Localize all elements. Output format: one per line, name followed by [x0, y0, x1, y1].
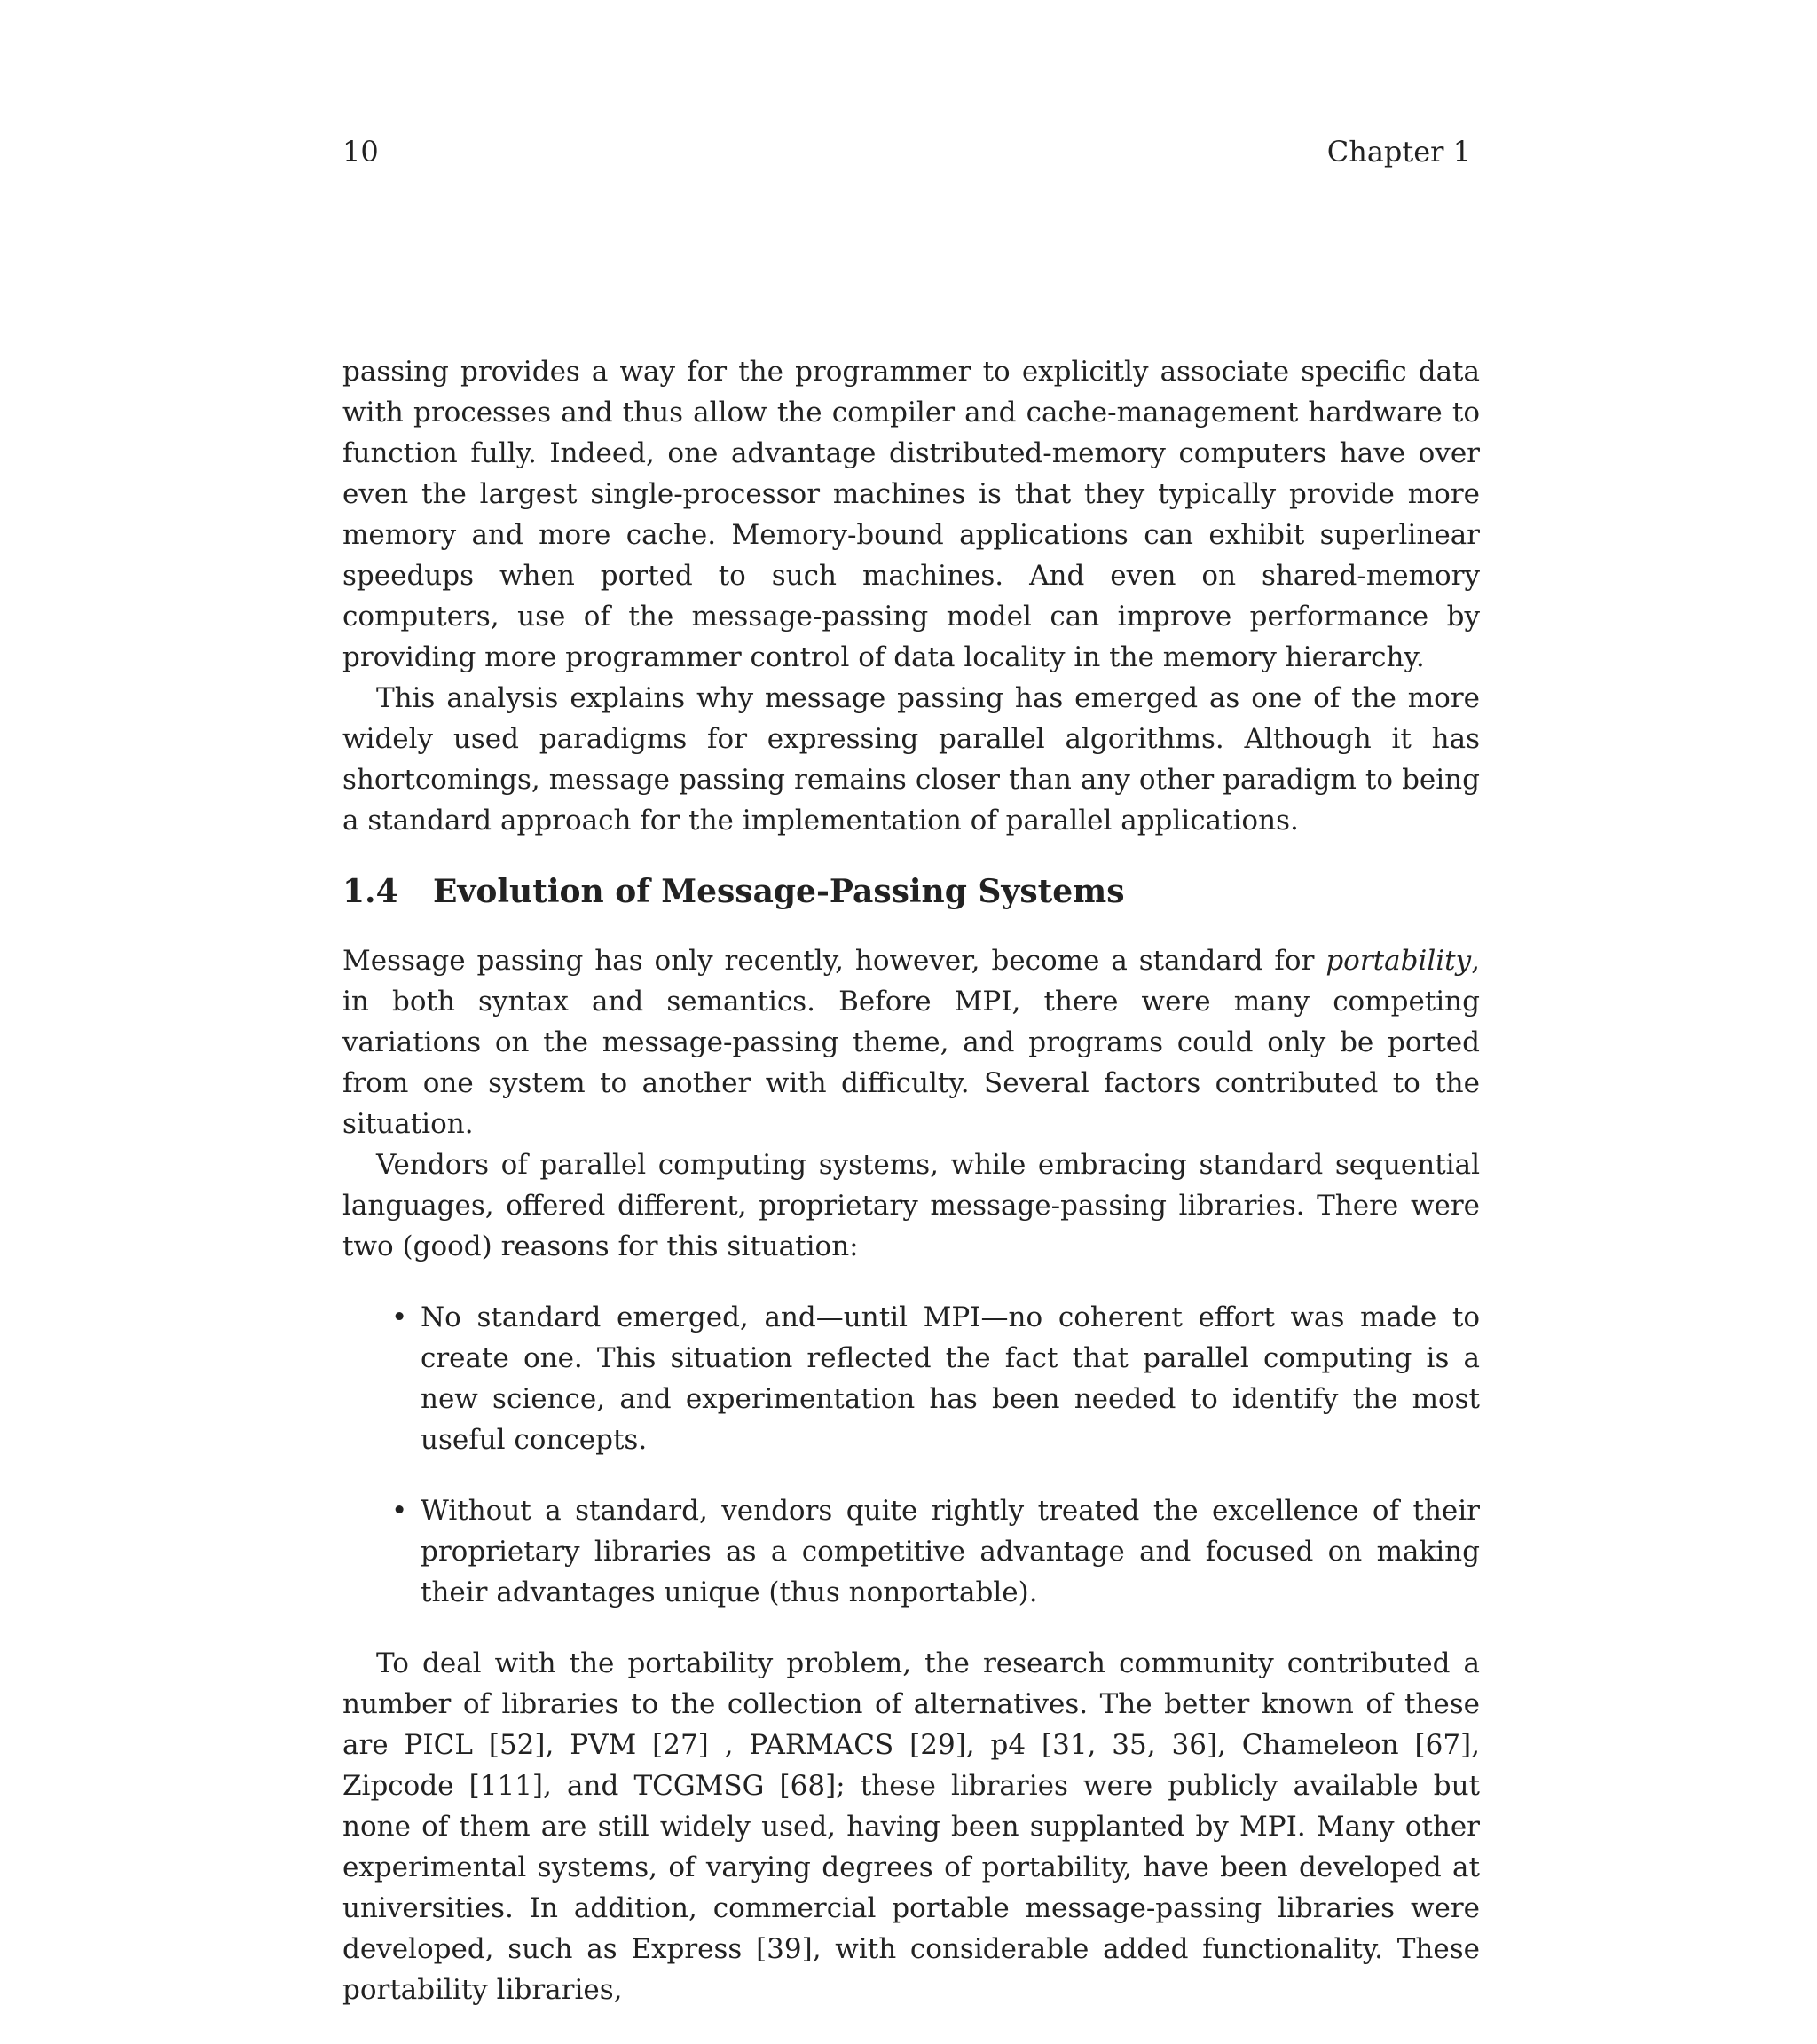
paragraph-portability: [342, 940, 1480, 1144]
list-item: [342, 1490, 1480, 1613]
section-heading: [342, 841, 1480, 940]
section-title: Evolution of Message-Passing Systems: [433, 873, 1125, 910]
reasons-list: [342, 1267, 1480, 1613]
list-item-text: Without a standard, vendors quite rightly treated the excellence of their proprietary libraries as a competitive advantage and focused on making their advantages unique (thus nonportable).: [421, 1495, 1480, 1608]
chapter-label: Chapter 1: [1326, 135, 1471, 169]
paragraph-continued: passing provides a way for the programmer to explicitly associate specific data with processes and thus allow the compiler and cache-management hardware to function fully. Indeed, one advantage distributed-memory computers have over even the largest single-processor machines is that they typically provide more memory and more cache. Memory-bound applications can exhibit superlinear speedups when ported to such machines. And even on shared-memory computers, use of the message-passing model can improve performance by providing more programmer control of data locality in the memory hierarchy.: [342, 356, 1480, 673]
list-item: [342, 1297, 1480, 1460]
paragraph-vendors: Vendors of parallel computing systems, while embracing standard sequential languages, offered different, proprietary message-passing libraries. There were two (good) reasons for this situation:: [342, 1149, 1480, 1262]
paragraph-portability-end: , in both syntax and semantics. Before MPI, there were many competing variations on the message-passing theme, and programs could only be ported from one system to another with difficulty. Several factors contributed to the situation.: [342, 945, 1480, 1140]
paragraph-portability-start: Message passing has only recently, however, become a standard for: [342, 945, 1326, 977]
paragraph-research-libraries: To deal with the portability problem, the research community contributed a number of libraries to the collection of alternatives. The better known of these are PICL [52], PVM [27] , PARMACS [29], p4 [31, 35, 36], Chameleon [67], Zipcode [111], and TCGMSG [68]; these libraries were publicly available but none of them are still widely used, having been supplanted by MPI. Many other experimental systems, of varying degrees of portability, have been developed at universities. In addition, commercial portable message-passing libraries were developed, such as Express [39], with considerable added functionality. These portability libraries,: [342, 1647, 1480, 2006]
section-number: 1.4: [342, 873, 398, 910]
bullet-icon: •: [391, 1301, 408, 1333]
emphasis-portability: portability: [1325, 945, 1472, 977]
bullet-icon: •: [391, 1495, 408, 1527]
list-item-text: No standard emerged, and—until MPI—no coherent effort was made to create one. This situation reflected the fact that parallel computing is a new science, and experimentation has been needed to identify the most useful concepts.: [421, 1301, 1480, 1456]
running-header: [342, 131, 1478, 172]
paragraph-analysis: This analysis explains why message passing has emerged as one of the more widely used paradigms for expressing parallel algorithms. Although it has shortcomings, message passing remains closer than any other paradigm to being a standard approach for the implementation of parallel applications.: [342, 682, 1480, 837]
body-text: [342, 351, 1480, 2010]
page-number: 10: [342, 135, 379, 169]
